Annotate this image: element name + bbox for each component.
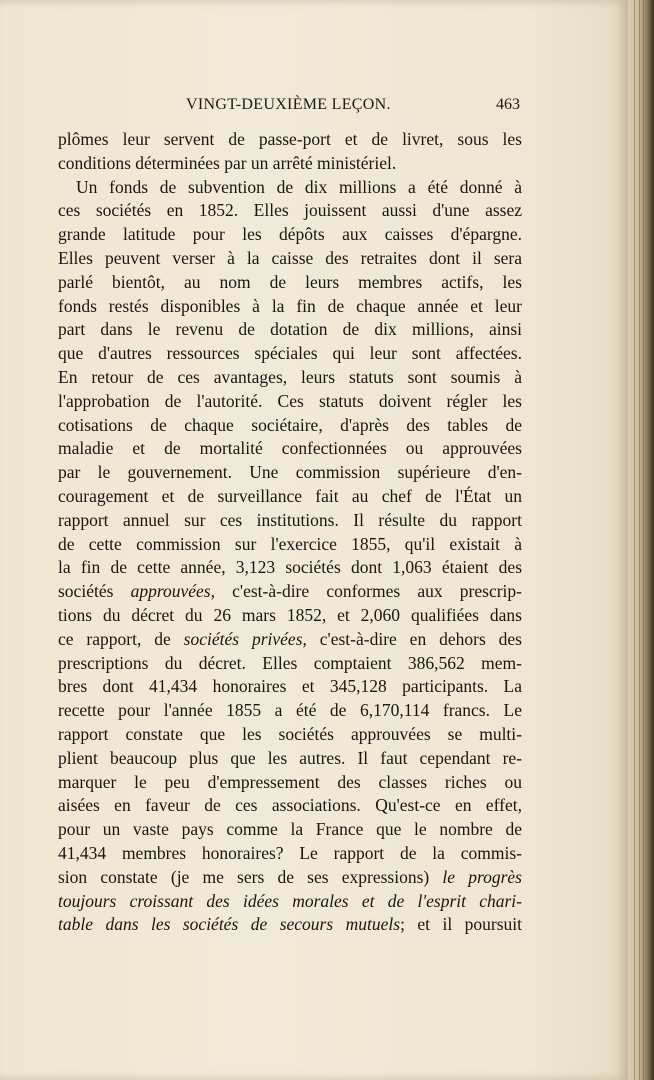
- text-line: par le gouvernement. Une commission supérieure d'en-: [58, 462, 522, 483]
- text-line: prescriptions du décret. Elles comptaient 386,562 mem-: [58, 652, 522, 673]
- italic-text: table dans les sociétés de secours mutuels: [58, 914, 401, 935]
- text-line: rapport annuel sur ces institutions. Il résulte du rapport: [58, 509, 522, 530]
- text-line: maladie et de mortalité confectionnées ou approuvées: [58, 438, 522, 459]
- page-edge: [628, 0, 654, 1080]
- text-line: aisées en faveur de ces associations. Qu'est-ce en effet,: [58, 795, 522, 816]
- text-line: bres dont 41,434 honoraires et 345,128 participants. La: [58, 676, 522, 697]
- text-line: [58, 866, 522, 890]
- text-segment: sion constate (je me sers de ses expressions): [58, 866, 443, 887]
- text-line: recette pour l'année 1855 a été de 6,170,114 francs. Le: [58, 700, 522, 721]
- italic-text: sociétés privées: [183, 628, 303, 649]
- text-line: 41,434 membres honoraires? Le rapport de la commis-: [58, 842, 522, 863]
- text-line: ces sociétés en 1852. Elles jouissent aussi d'une assez: [58, 200, 522, 221]
- text-line: que d'autres ressources spéciales qui leur sont affectées.: [58, 343, 522, 364]
- text-line: tions du décret du 26 mars 1852, et 2,060 qualifiées dans: [58, 604, 522, 625]
- text-line: fonds restés disponibles à la fin de chaque année et leur: [58, 295, 522, 316]
- text-line: [58, 913, 522, 937]
- text-line: l'approbation de l'autorité. Ces statuts doivent régler les: [58, 390, 522, 411]
- text-line: Elles peuvent verser à la caisse des retraites dont il sera: [58, 247, 522, 268]
- text-line: [58, 628, 522, 652]
- italic-text: toujours croissant des idées morales et de l'esprit chari-: [58, 890, 522, 911]
- text-line: cotisations de chaque sociétaire, d'après des tables de: [58, 414, 522, 435]
- text-line: [58, 580, 522, 604]
- text-line: marquer le peu d'empressement des classes riches ou: [58, 771, 522, 792]
- text-line: part dans le revenu de dotation de dix millions, ainsi: [58, 319, 522, 340]
- text-line: En retour de ces avantages, leurs statuts sont soumis à: [58, 366, 522, 387]
- text-line: plient beaucoup plus que les autres. Il faut cependant re-: [58, 747, 522, 768]
- text-line: plômes leur servent de passe-port et de livret, sous les: [58, 129, 522, 149]
- running-title: VINGT-DEUXIÈME LEÇON.: [186, 96, 391, 113]
- text-line: pour un vaste pays comme la France que le nombre de: [58, 819, 522, 840]
- text-line: rapport constate que les sociétés approuvées se multi-: [58, 723, 522, 744]
- text-segment: ; et il poursuit: [400, 914, 523, 935]
- text-line: conditions déterminées par un arrêté ministériel.: [58, 152, 397, 173]
- text-segment: , c'est-à-dire conformes aux prescrip-: [210, 581, 522, 602]
- page-header: [58, 94, 520, 122]
- body-text: [58, 128, 522, 937]
- text-segment: ce rapport, de: [58, 628, 184, 649]
- text-line: de cette commission sur l'exercice 1855, qu'il existait à: [58, 533, 522, 554]
- italic-text: approuvées: [130, 581, 211, 602]
- text-line: couragement et de surveillance fait au chef de l'État un: [58, 485, 522, 506]
- text-line: Un fonds de subvention de dix millions a été donné à: [76, 176, 522, 197]
- page-number: 463: [496, 96, 520, 113]
- italic-text: le progrès: [442, 866, 522, 887]
- text-line: grande latitude pour les dépôts aux caisses d'épargne.: [58, 224, 522, 245]
- text-line: parlé bientôt, au nom de leurs membres actifs, les: [58, 271, 522, 292]
- text-line: la fin de cette année, 3,123 sociétés dont 1,063 étaient des: [58, 557, 522, 578]
- text-segment: sociétés: [58, 581, 131, 602]
- text-line: [58, 890, 522, 914]
- text-segment: , c'est-à-dire en dehors des: [302, 628, 522, 649]
